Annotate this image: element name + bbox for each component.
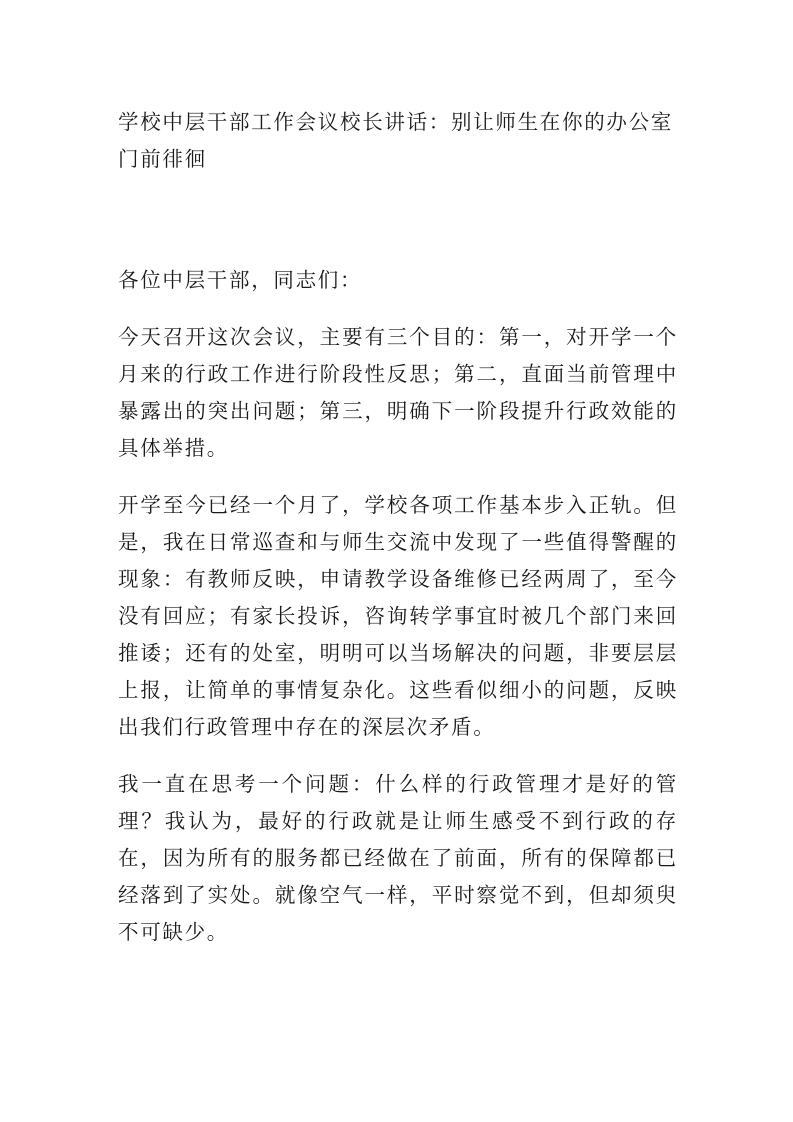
greeting-paragraph: 各位中层干部，同志们：: [118, 268, 363, 292]
body-paragraph-3: 我一直在思考一个问题：什么样的行政管理才是好的管理？我认为，最好的行政就是让师生感受不到行政的存在，因为所有的服务都已经做在了前面，所有的保障都已经落到了实处。就像空气一样，平时察觉不到，但却须臾不可缺少。: [118, 772, 678, 944]
body-paragraph-2: 开学至今已经一个月了，学校各项工作基本步入正轨。但是，我在日常巡查和与师生交流中发现了一些值得警醒的现象：有教师反映，申请教学设备维修已经两周了，至今没有回应；有家长投诉，咨询转学事宜时被几个部门来回推诿；还有的处室，明明可以当场解决的问题，非要层层上报，让简单的事情复杂化。这些看似细小的问题，反映出我们行政管理中存在的深层次矛盾。: [118, 493, 678, 739]
body-paragraph-1: 今天召开这次会议，主要有三个目的：第一，对开学一个月来的行政工作进行阶段性反思；第二，直面当前管理中暴露出的突出问题；第三，明确下一阶段提升行政效能的具体举措。: [118, 325, 678, 460]
document-page: [118, 104, 678, 951]
document-title: 学校中层干部工作会议校长讲话：别让师生在你的办公室门前徘徊: [118, 110, 673, 171]
